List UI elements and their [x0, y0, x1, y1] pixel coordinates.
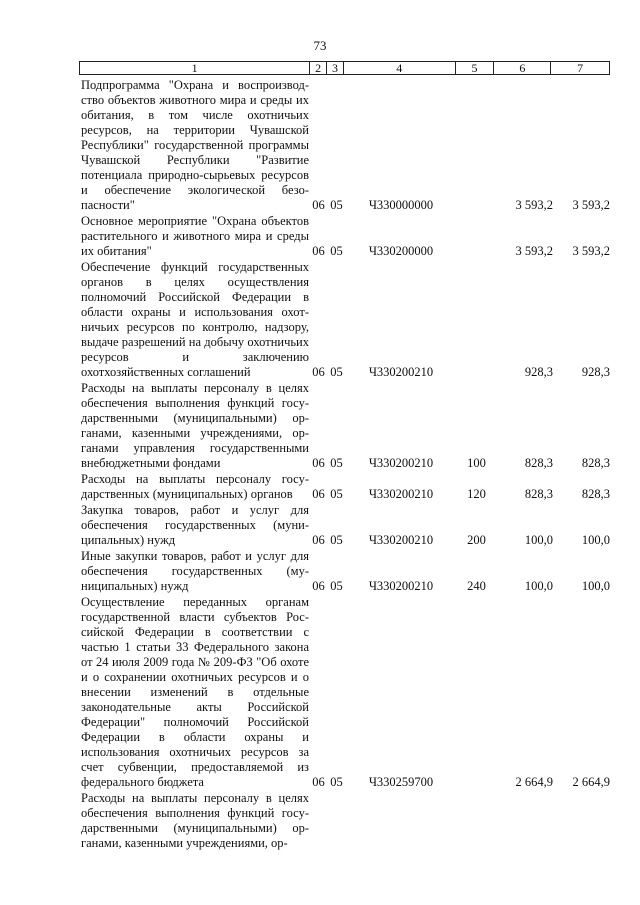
row-target-article: Ч330200210	[368, 487, 434, 501]
header-col-5: 5	[455, 62, 494, 74]
table-header	[79, 61, 610, 75]
header-col-7: 7	[550, 62, 609, 74]
row-description: Расходы на выплаты персоналу в целях обеспечения выполнения функций государственными (муниципальными) органами, казенными учреждениями, органами управления государственными внебюджетными фондами	[81, 381, 309, 470]
page-number: 73	[313, 38, 327, 53]
header-col-3: 3	[326, 62, 343, 74]
row-razdel: 06	[312, 456, 325, 470]
row-razdel: 06	[312, 579, 325, 593]
budget-table-body	[81, 78, 610, 852]
table-row	[81, 595, 610, 790]
row-description: Закупка товаров, работ и услуг для обеспечения государственных (муниципальных) нужд	[81, 503, 309, 547]
row-target-article: Ч330000000	[368, 198, 434, 212]
row-description: Осуществление переданных органам государственной власти субъектов Российской Федерации в соответствии с частью 1 статьи 33 Федерального закона от 24 июля 2009 года № 209-ФЗ "Об охоте и о сохранении охотничьих ресурсов и о внесении изменений в отдельные законодательные акты Российской Федерации" полномочий Российской Федерации в области охраны и использования охотничьих ресурсов за счет субвенции, предоставляемой из федерального бюджета	[81, 595, 309, 789]
row-sum-2: 828,3	[581, 456, 610, 470]
row-podrazdel: 05	[330, 533, 343, 547]
row-target-article: Ч330200210	[368, 365, 434, 379]
table-row	[81, 260, 610, 380]
row-description: Обеспечение функций государственных органов в целях осуществления полномочий Российской Федерации в области охраны и использования охотничьих ресурсов по контролю, надзору, выдаче разрешений на добычу охотничьих ресурсов и заключению охотхозяйственных соглашений	[81, 260, 309, 379]
row-sum-1: 928,3	[524, 365, 553, 379]
row-sum-2: 828,3	[581, 487, 610, 501]
row-expense-type: 100	[467, 456, 486, 470]
row-sum-2: 3 593,2	[572, 198, 610, 212]
row-expense-type: 200	[467, 533, 486, 547]
row-sum-1: 3 593,2	[515, 244, 553, 258]
row-podrazdel: 05	[330, 487, 343, 501]
row-podrazdel: 05	[330, 775, 343, 789]
table-row	[81, 549, 610, 594]
row-target-article: Ч330200000	[368, 244, 434, 258]
table-row	[81, 214, 610, 259]
row-sum-1: 3 593,2	[515, 198, 553, 212]
row-razdel: 06	[312, 244, 325, 258]
row-podrazdel: 05	[330, 579, 343, 593]
header-col-4: 4	[343, 62, 455, 74]
row-description: Основное мероприятие "Охрана объектов растительного и животного мира и среды их обитания"	[81, 214, 309, 258]
row-sum-2: 3 593,2	[572, 244, 610, 258]
row-sum-2: 2 664,9	[572, 775, 610, 789]
row-target-article: Ч330200210	[368, 579, 434, 593]
row-target-article: Ч330200210	[368, 533, 434, 547]
row-podrazdel: 05	[330, 365, 343, 379]
row-razdel: 06	[312, 487, 325, 501]
row-podrazdel: 05	[330, 244, 343, 258]
row-sum-1: 100,0	[524, 579, 553, 593]
table-row	[81, 472, 610, 502]
table-row	[81, 381, 610, 471]
row-razdel: 06	[312, 365, 325, 379]
row-expense-type: 120	[467, 487, 486, 501]
table-row	[81, 503, 610, 548]
row-description: Расходы на выплаты персоналу в целях обеспечения выполнения функций государственными (муниципальными) органами, казенными учреждениями, ор-	[81, 791, 309, 850]
row-podrazdel: 05	[330, 198, 343, 212]
row-expense-type: 240	[467, 579, 486, 593]
row-sum-2: 100,0	[581, 533, 610, 547]
row-target-article: Ч330259700	[368, 775, 434, 789]
row-podrazdel: 05	[330, 456, 343, 470]
row-sum-1: 100,0	[524, 533, 553, 547]
row-description: Иные закупки товаров, работ и услуг для обеспечения государственных (муниципальных) нужд	[81, 549, 309, 593]
row-razdel: 06	[312, 775, 325, 789]
table-row	[81, 78, 610, 213]
row-description: Расходы на выплаты персоналу государственных (муниципальных) органов	[81, 472, 309, 501]
header-col-1: 1	[191, 61, 198, 75]
row-description: Подпрограмма "Охрана и воспроизводство объектов животного мира и среды их обитания, в том числе охотничьих ресурсов, на территории Чувашской Республики" государственной программы Чувашской Республики "Развитие потенциала природно-сырьевых ресурсов и обеспечение экологической безопасности"	[81, 78, 309, 212]
header-col-6: 6	[493, 62, 550, 74]
row-sum-1: 2 664,9	[515, 775, 553, 789]
header-col-2: 2	[309, 62, 326, 74]
row-sum-2: 928,3	[581, 365, 610, 379]
row-sum-2: 100,0	[581, 579, 610, 593]
row-sum-1: 828,3	[524, 487, 553, 501]
row-razdel: 06	[312, 198, 325, 212]
row-razdel: 06	[312, 533, 325, 547]
row-target-article: Ч330200210	[368, 456, 434, 470]
row-sum-1: 828,3	[524, 456, 553, 470]
table-row	[81, 791, 610, 851]
